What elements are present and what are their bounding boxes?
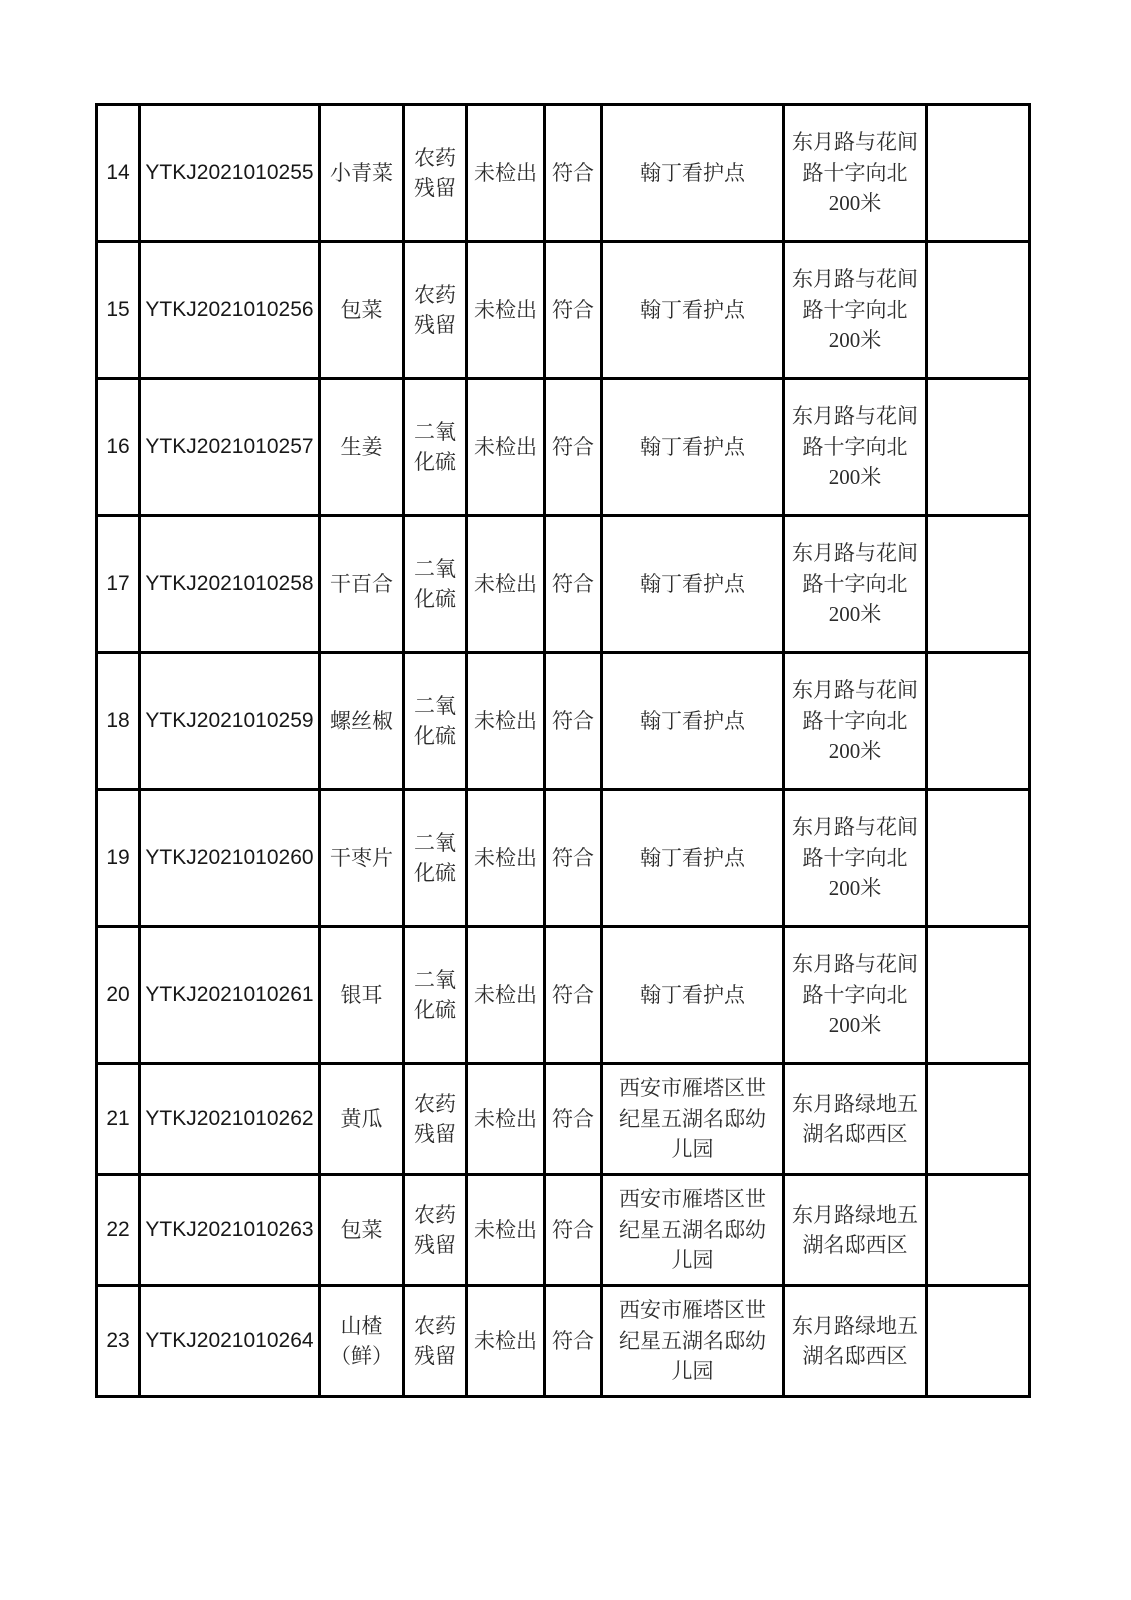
cell-sample-name: 包菜 — [320, 242, 404, 379]
cell-remark — [927, 653, 1030, 790]
cell-sample-name: 黄瓜 — [320, 1064, 404, 1175]
cell-unit: 翰丁看护点 — [602, 242, 784, 379]
cell-unit: 翰丁看护点 — [602, 653, 784, 790]
cell-address: 东月路与花间路十字向北200米 — [784, 516, 927, 653]
cell-index: 14 — [97, 105, 140, 242]
cell-sample-name: 银耳 — [320, 927, 404, 1064]
cell-result: 未检出 — [467, 1175, 545, 1286]
cell-remark — [927, 1286, 1030, 1397]
cell-result: 未检出 — [467, 516, 545, 653]
cell-address: 东月路绿地五湖名邸西区 — [784, 1064, 927, 1175]
cell-test-item: 二氧化硫 — [404, 790, 467, 927]
cell-remark — [927, 242, 1030, 379]
cell-conclusion: 符合 — [545, 379, 602, 516]
cell-sample-id: YTKJ2021010262 — [140, 1064, 320, 1175]
cell-result: 未检出 — [467, 379, 545, 516]
cell-sample-id: YTKJ2021010257 — [140, 379, 320, 516]
cell-address: 东月路与花间路十字向北200米 — [784, 242, 927, 379]
cell-index: 22 — [97, 1175, 140, 1286]
cell-remark — [927, 379, 1030, 516]
cell-index: 15 — [97, 242, 140, 379]
table-row — [97, 790, 1030, 927]
table-row — [97, 1175, 1030, 1286]
table-row — [97, 1064, 1030, 1175]
cell-sample-id: YTKJ2021010255 — [140, 105, 320, 242]
cell-index: 23 — [97, 1286, 140, 1397]
cell-remark — [927, 516, 1030, 653]
cell-conclusion: 符合 — [545, 790, 602, 927]
cell-result: 未检出 — [467, 242, 545, 379]
cell-index: 20 — [97, 927, 140, 1064]
cell-test-item: 二氧化硫 — [404, 653, 467, 790]
cell-sample-name: 螺丝椒 — [320, 653, 404, 790]
cell-remark — [927, 105, 1030, 242]
cell-conclusion: 符合 — [545, 516, 602, 653]
cell-test-item: 二氧化硫 — [404, 379, 467, 516]
cell-conclusion: 符合 — [545, 1286, 602, 1397]
cell-index: 19 — [97, 790, 140, 927]
cell-sample-id: YTKJ2021010261 — [140, 927, 320, 1064]
cell-test-item: 二氧化硫 — [404, 927, 467, 1064]
table-row — [97, 105, 1030, 242]
cell-sample-id: YTKJ2021010259 — [140, 653, 320, 790]
table-row — [97, 1286, 1030, 1397]
cell-conclusion: 符合 — [545, 1064, 602, 1175]
cell-conclusion: 符合 — [545, 105, 602, 242]
cell-address: 东月路与花间路十字向北200米 — [784, 653, 927, 790]
cell-test-item: 农药残留 — [404, 1064, 467, 1175]
cell-unit: 翰丁看护点 — [602, 379, 784, 516]
cell-test-item: 二氧化硫 — [404, 516, 467, 653]
cell-sample-id: YTKJ2021010264 — [140, 1286, 320, 1397]
cell-address: 东月路绿地五湖名邸西区 — [784, 1286, 927, 1397]
cell-sample-name: 小青菜 — [320, 105, 404, 242]
cell-conclusion: 符合 — [545, 242, 602, 379]
cell-sample-id: YTKJ2021010260 — [140, 790, 320, 927]
table-row — [97, 653, 1030, 790]
cell-unit: 翰丁看护点 — [602, 516, 784, 653]
cell-result: 未检出 — [467, 790, 545, 927]
cell-test-item: 农药残留 — [404, 1286, 467, 1397]
cell-index: 16 — [97, 379, 140, 516]
cell-test-item: 农药残留 — [404, 1175, 467, 1286]
cell-index: 21 — [97, 1064, 140, 1175]
cell-unit: 翰丁看护点 — [602, 927, 784, 1064]
cell-address: 东月路与花间路十字向北200米 — [784, 927, 927, 1064]
cell-sample-id: YTKJ2021010256 — [140, 242, 320, 379]
cell-remark — [927, 927, 1030, 1064]
cell-sample-name: 生姜 — [320, 379, 404, 516]
cell-index: 17 — [97, 516, 140, 653]
cell-test-item: 农药残留 — [404, 242, 467, 379]
cell-unit: 西安市雁塔区世纪星五湖名邸幼儿园 — [602, 1064, 784, 1175]
cell-test-item: 农药残留 — [404, 105, 467, 242]
cell-index: 18 — [97, 653, 140, 790]
cell-address: 东月路与花间路十字向北200米 — [784, 105, 927, 242]
cell-address: 东月路与花间路十字向北200米 — [784, 790, 927, 927]
cell-remark — [927, 1175, 1030, 1286]
cell-sample-name: 包菜 — [320, 1175, 404, 1286]
cell-unit: 西安市雁塔区世纪星五湖名邸幼儿园 — [602, 1175, 784, 1286]
cell-address: 东月路与花间路十字向北200米 — [784, 379, 927, 516]
cell-result: 未检出 — [467, 927, 545, 1064]
table-row — [97, 516, 1030, 653]
cell-conclusion: 符合 — [545, 927, 602, 1064]
table-row — [97, 927, 1030, 1064]
cell-result: 未检出 — [467, 1286, 545, 1397]
cell-remark — [927, 1064, 1030, 1175]
cell-sample-id: YTKJ2021010263 — [140, 1175, 320, 1286]
cell-unit: 翰丁看护点 — [602, 790, 784, 927]
cell-unit: 翰丁看护点 — [602, 105, 784, 242]
table-row — [97, 242, 1030, 379]
inspection-results-table — [95, 103, 1031, 1398]
cell-conclusion: 符合 — [545, 1175, 602, 1286]
cell-result: 未检出 — [467, 105, 545, 242]
cell-result: 未检出 — [467, 653, 545, 790]
cell-sample-name: 干枣片 — [320, 790, 404, 927]
cell-sample-name: 山楂（鲜） — [320, 1286, 404, 1397]
cell-conclusion: 符合 — [545, 653, 602, 790]
cell-remark — [927, 790, 1030, 927]
table-body — [97, 105, 1030, 1397]
table-row — [97, 379, 1030, 516]
cell-unit: 西安市雁塔区世纪星五湖名邸幼儿园 — [602, 1286, 784, 1397]
cell-address: 东月路绿地五湖名邸西区 — [784, 1175, 927, 1286]
cell-result: 未检出 — [467, 1064, 545, 1175]
cell-sample-name: 干百合 — [320, 516, 404, 653]
cell-sample-id: YTKJ2021010258 — [140, 516, 320, 653]
